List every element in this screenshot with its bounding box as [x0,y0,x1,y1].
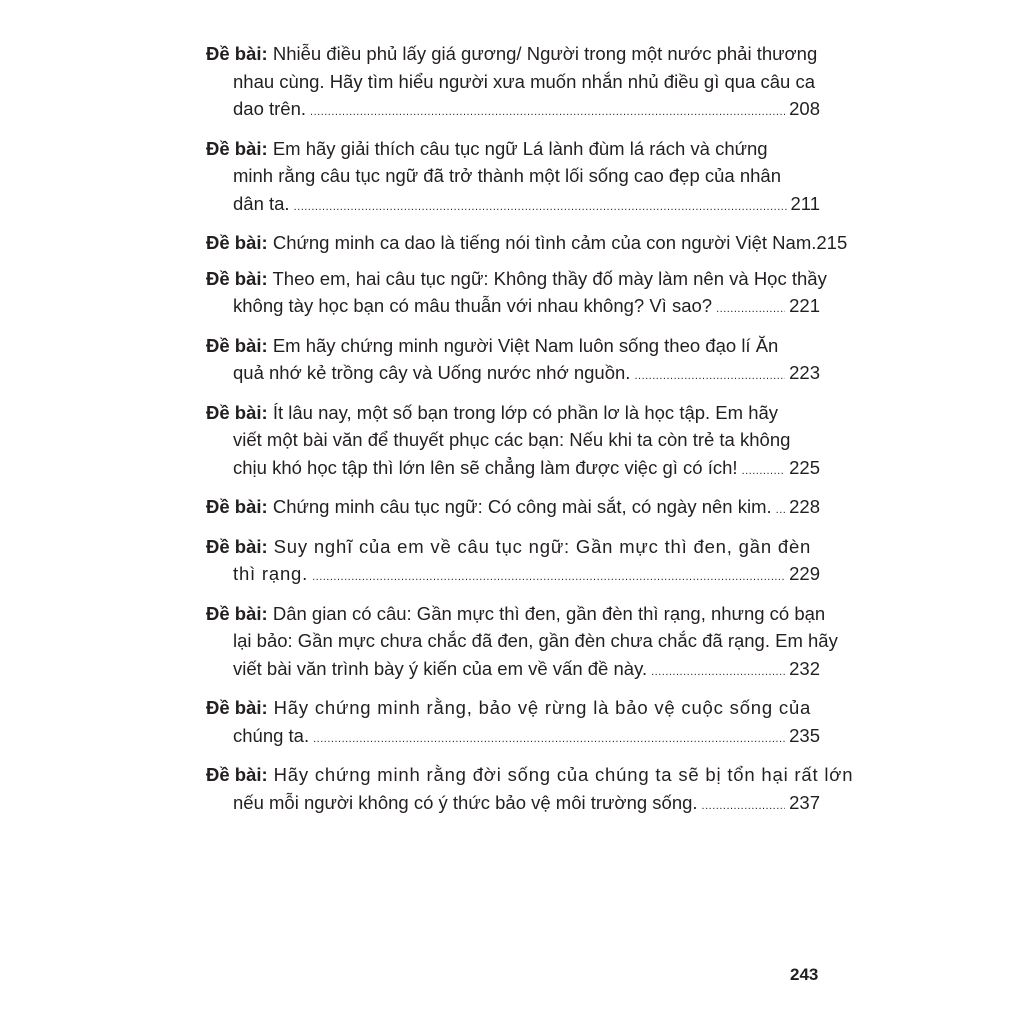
dot-leader [742,458,786,486]
dot-leader [313,726,785,754]
toc-entry [206,40,820,127]
dot-leader [702,793,786,821]
table-of-contents [206,40,854,828]
entry-text: Dân gian có câu: Gần mực thì đen, gần đèn thì rạng, nhưng có bạn [267,602,826,624]
entry-text: Ít lâu nay, một số bạn trong lớp có phần lơ là học tập. Em hãy [267,401,779,423]
entry-page-number: 225 [789,456,820,478]
entry-page-number: 211 [790,192,820,214]
entry-text: Chứng minh ca dao là tiếng nói tình cảm của con người Việt Nam. [267,232,817,253]
toc-line [206,292,820,324]
entry-text: viết một bài văn để thuyết phục các bạn: Nếu khi ta còn trẻ ta không [233,429,791,450]
entry-text: Em hãy chứng minh người Việt Nam luôn sống theo đạo lí Ăn [267,334,779,356]
toc-entry [206,265,827,324]
toc-line [206,399,820,427]
toc-entry [206,493,820,525]
entry-text: dao trên. [233,98,307,119]
toc-line [206,95,820,127]
entry-text: Suy nghĩ của em về câu tục ngữ: Gần mực thì đen, gần đèn [267,535,812,557]
entry-text: Chứng minh câu tục ngữ: Có công mài sắt, có ngày nên kim. [267,496,772,517]
entry-text: chúng ta. [233,724,310,746]
entry-lead: Đề bài: [206,535,268,557]
entry-text: nhau cùng. Hãy tìm hiểu người xưa muốn nhắn nhủ điều gì qua câu ca [233,70,816,92]
entry-page-number: 229 [789,563,820,584]
entry-text: viết bài văn trình bày ý kiến của em về vấn đề này. [233,657,648,679]
entry-page-number: 235 [789,724,820,746]
toc-entry [206,694,820,753]
toc-entry [206,533,820,592]
entry-lead: Đề bài: [206,697,268,718]
entry-text: lại bảo: Gần mực chưa chắc đã đen, gần đèn chưa chắc đã rạng. Em hãy [233,630,838,651]
entry-page-number: 221 [789,295,820,316]
entry-lead: Đề bài: [206,267,268,289]
toc-line [206,761,854,789]
entry-lead: Đề bài: [206,602,268,624]
toc-line [206,600,826,628]
dot-leader [294,194,787,222]
toc-line [206,332,820,360]
toc-line [206,655,820,687]
entry-text: Hãy chứng minh rằng đời sống của chúng ta sẽ bị tổn hại rất lớn [267,764,854,785]
toc-line [206,789,820,821]
entry-lead: Đề bài: [206,401,268,423]
toc-line [206,627,838,655]
entry-text: chịu khó học tập thì lớn lên sẽ chẳng làm được việc gì có ích! [233,456,738,478]
dot-leader [651,659,785,687]
entry-page-number: 228 [789,496,820,517]
entry-lead: Đề bài: [206,232,268,253]
entry-page-number: 232 [789,657,820,679]
toc-line [206,560,820,592]
entry-text: nếu mỗi người không có ý thức bảo vệ môi trường sống. [233,791,698,813]
toc-line [206,359,820,391]
entry-text: Theo em, hai câu tục ngữ: Không thầy đố mày làm nên và Học thầy [267,267,827,289]
entry-text: Em hãy giải thích câu tục ngữ Lá lành đùm lá rách và chứng [267,137,768,159]
page-number: 243 [790,965,819,984]
toc-entry [206,761,854,820]
toc-line [206,265,827,293]
dot-leader [634,363,785,391]
entry-text: dân ta. [233,192,290,214]
entry-text: Nhiễu điều phủ lấy giá gương/ Người trong một nước phải thương [267,43,818,64]
entry-lead: Đề bài: [206,496,268,517]
entry-text: quả nhớ kẻ trồng cây và Uống nước nhớ nguồn. [233,362,631,383]
entry-page-number: 237 [789,791,820,813]
toc-line [206,162,820,190]
dot-leader [310,99,785,127]
entry-text: minh rằng câu tục ngữ đã trở thành một lối sống cao đẹp của nhân [233,165,781,186]
entry-lead: Đề bài: [206,137,268,159]
dot-leader [716,296,785,324]
entry-text: không tày học bạn có mâu thuẫn với nhau không? Vì sao? [233,295,713,316]
toc-line [206,229,848,257]
toc-line [206,533,820,561]
toc-entry [206,229,848,257]
toc-entry [206,332,820,391]
toc-line [206,40,820,68]
entry-lead: Đề bài: [206,43,268,64]
entry-page-number: 208 [789,98,820,119]
entry-page-number: 223 [789,362,820,383]
toc-line [206,454,820,486]
toc-line [206,426,820,454]
toc-entry [206,399,820,486]
entry-lead: Đề bài: [206,334,268,356]
toc-line [206,493,820,525]
entry-text: Hãy chứng minh rằng, bảo vệ rừng là bảo vệ cuộc sống của [267,697,812,718]
entry-text: thì rạng. [233,563,309,584]
dot-leader [776,497,785,525]
toc-line [206,722,820,754]
dot-leader [312,564,785,592]
entry-lead: Đề bài: [206,764,268,785]
toc-entry [206,135,820,222]
entry-page-number: 215 [816,232,848,253]
toc-entry [206,600,838,687]
toc-line [206,694,820,722]
toc-line [206,68,820,96]
toc-line [206,190,820,222]
toc-line [206,135,820,163]
